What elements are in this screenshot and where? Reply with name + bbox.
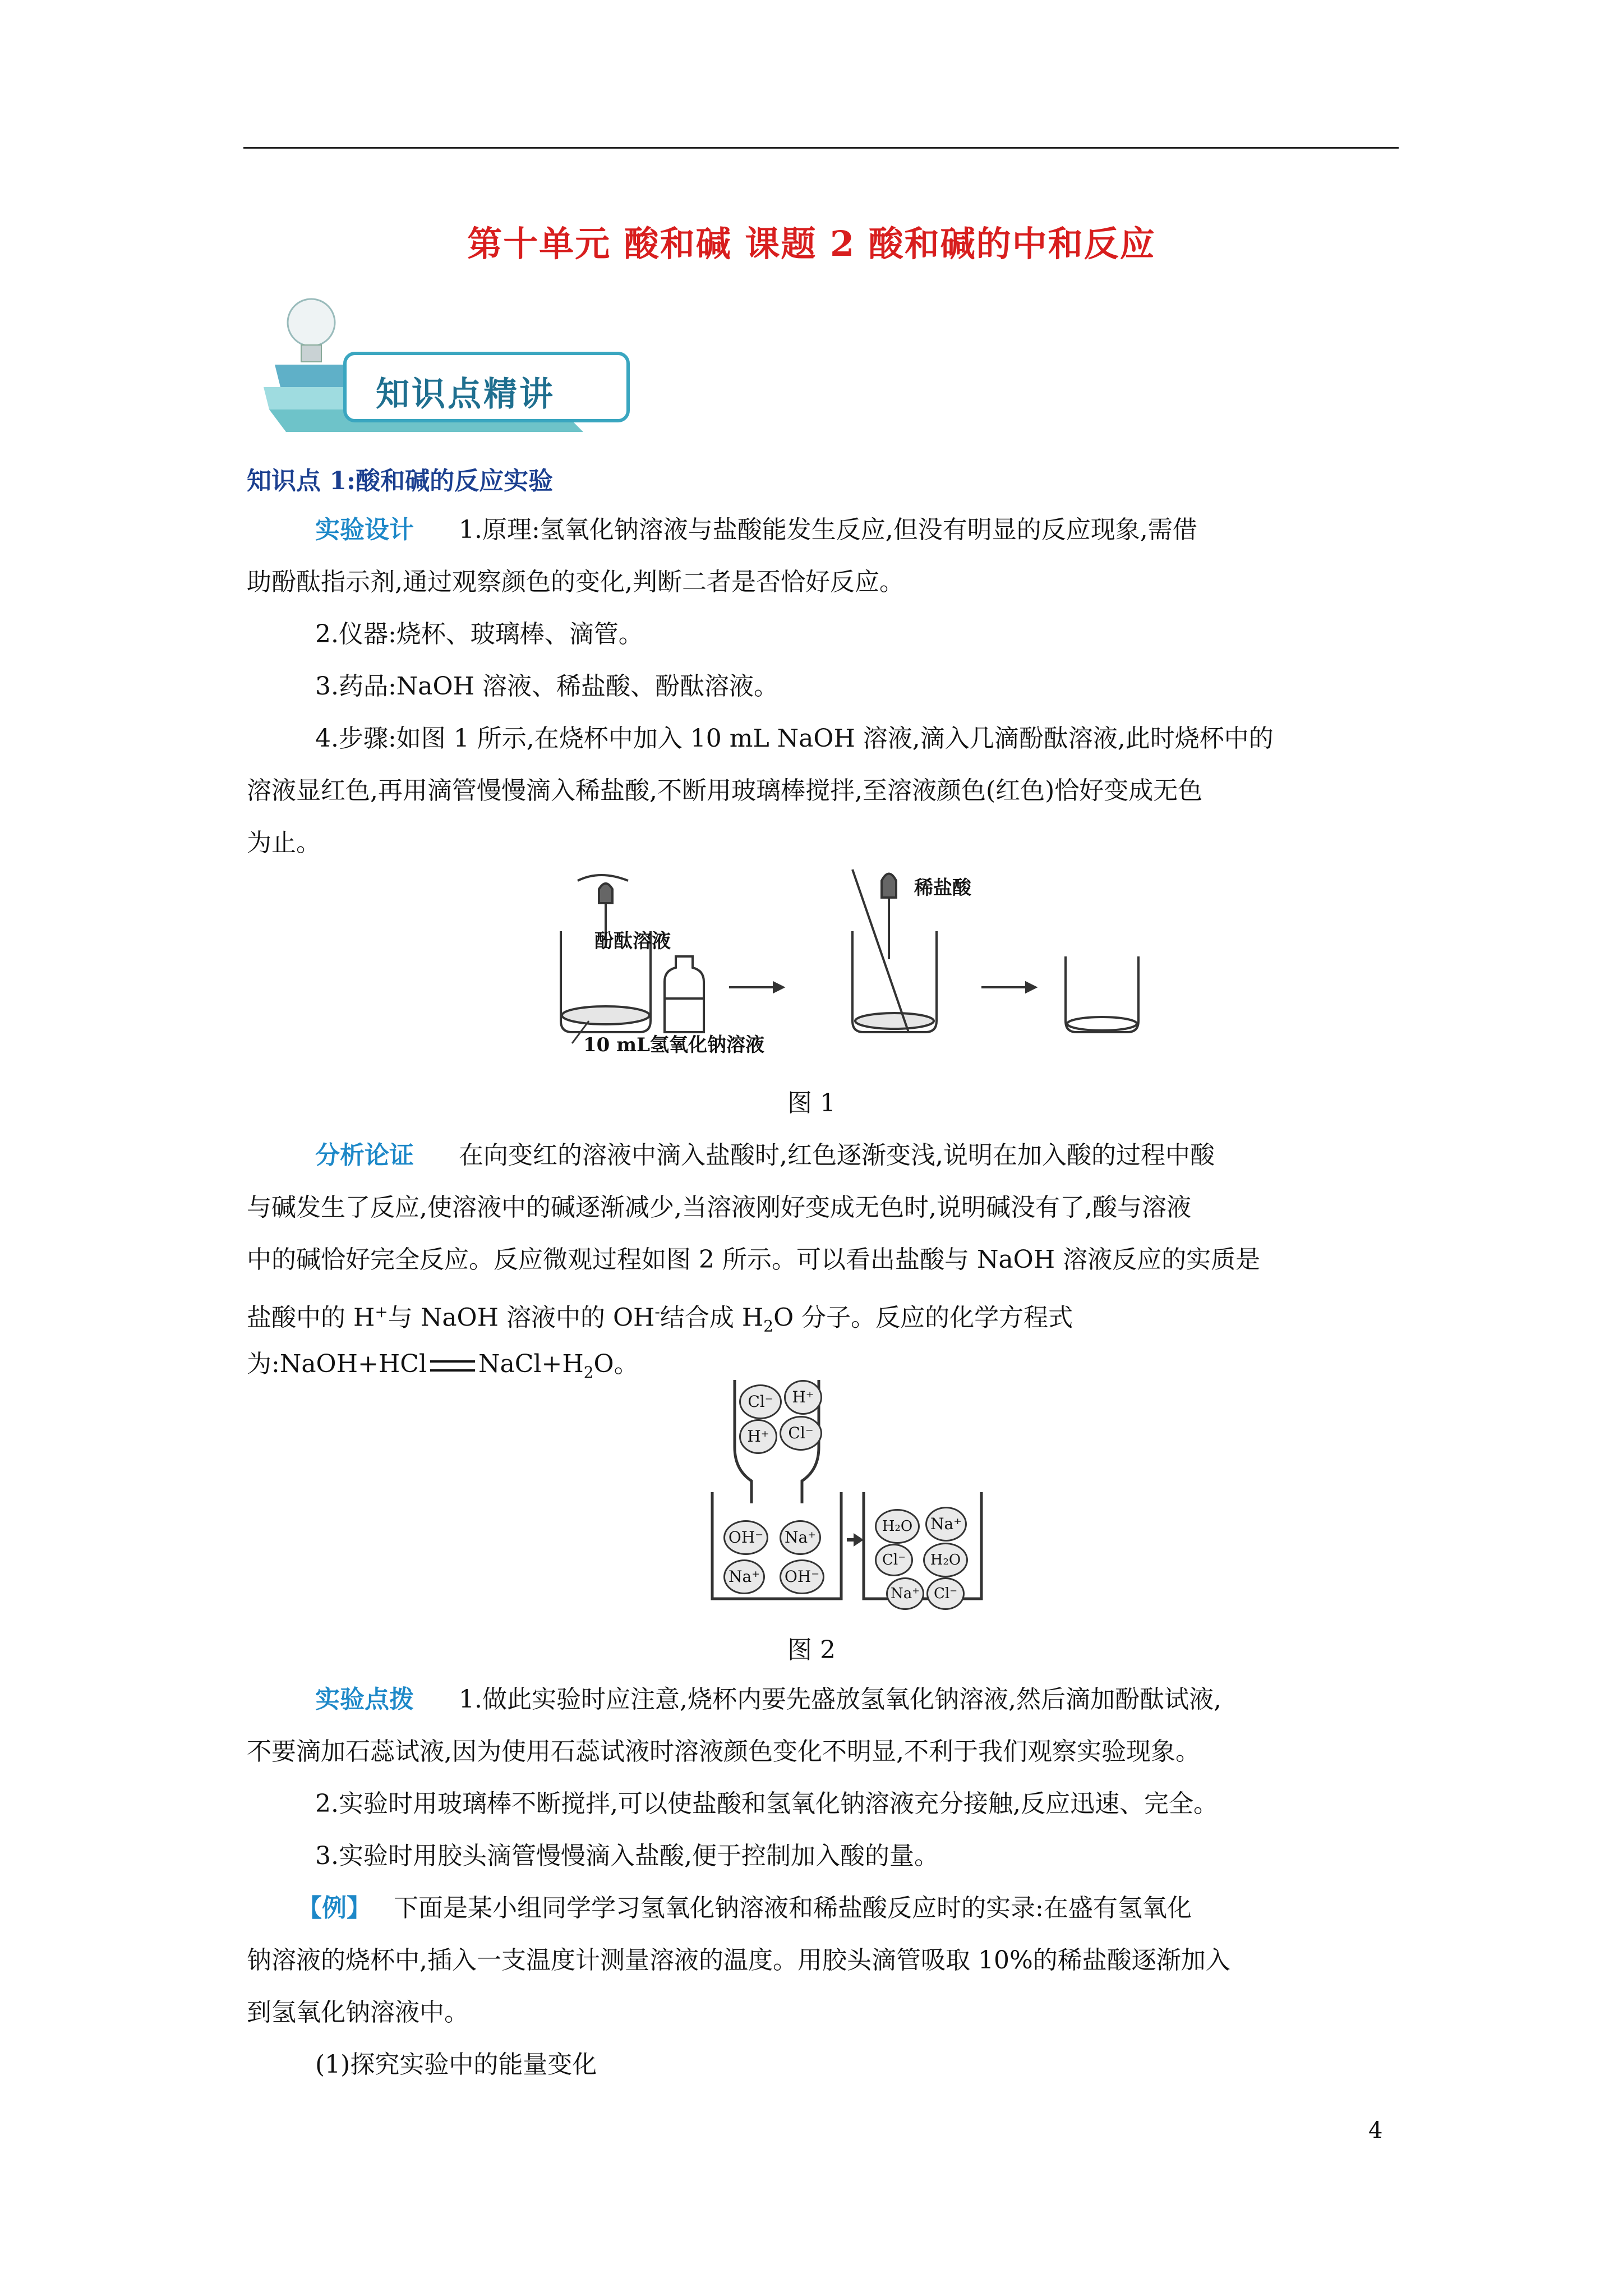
figure-1-caption: 图 1: [787, 1089, 836, 1117]
tips-item-2: 2.实验时用玻璃棒不断搅拌,可以使盐酸和氢氧化钠溶液充分接触,反应迅速、完全。: [315, 1789, 1218, 1818]
analysis-text-4b: 与 NaOH 溶液中的 OH: [388, 1303, 655, 1332]
ion-cl: Cl⁻: [926, 1577, 965, 1610]
analysis-line-4: [247, 1295, 1391, 1343]
figure-1: [538, 864, 1155, 1055]
item-2: 2.仪器:烧杯、玻璃棒、滴管。: [315, 620, 643, 648]
design-label: 实验设计: [315, 516, 414, 544]
label-naoh-volume: 10 mL氢氧化钠溶液: [583, 1034, 765, 1056]
design-line-1: [315, 513, 1391, 547]
ion-cl: Cl⁻: [780, 1416, 822, 1451]
ion-na: Na⁺: [886, 1577, 924, 1610]
example-label: 【例】: [297, 1894, 371, 1922]
analysis-line-3: 中的碱恰好完全反应。反应微观过程如图 2 所示。可以看出盐酸与 NaOH 溶液反应的实质是: [247, 1245, 1261, 1274]
ion-h: H⁺: [784, 1380, 822, 1415]
analysis-text-4c: 结合成 H: [660, 1303, 764, 1332]
equation-right: NaCl+H: [478, 1350, 584, 1378]
h-plus-sup: +: [375, 1303, 388, 1321]
analysis-text-4a: 盐酸中的 H: [247, 1303, 375, 1332]
equals-sign: [430, 1360, 475, 1372]
ion-cl: Cl⁻: [739, 1384, 782, 1419]
apparatus-diagram: [538, 864, 1155, 1055]
ion-na: Na⁺: [780, 1520, 821, 1555]
tips-line-1: [315, 1683, 1391, 1717]
ion-oh: OH⁻: [723, 1520, 768, 1555]
tips-label: 实验点拨: [315, 1685, 414, 1714]
h2o-sub: 2: [763, 1317, 774, 1336]
page-number: 4: [1368, 2118, 1383, 2143]
design-text-1: 1.原理:氢氧化钠溶液与盐酸能发生反应,但没有明显的反应现象,需借: [459, 516, 1197, 544]
analysis-text-1: 在向变红的溶液中滴入盐酸时,红色逐渐变浅,说明在加入酸的过程中酸: [459, 1141, 1215, 1170]
equation-left: 为:NaOH+HCl: [247, 1350, 427, 1378]
tips-line-2: 不要滴加石蕊试液,因为使用石蕊试液时溶液颜色变化不明显,不利于我们观察实验现象。: [247, 1737, 1200, 1766]
example-text-1: 下面是某小组同学学习氢氧化钠溶液和稀盐酸反应时的实录:在盛有氢氧化: [394, 1894, 1192, 1922]
banner-text: 知识点精讲: [376, 375, 555, 414]
design-line-2: 助酚酞指示剂,通过观察颜色的变化,判断二者是否恰好反应。: [247, 568, 904, 596]
ion-cl: Cl⁻: [875, 1544, 913, 1576]
molecule-h2o: H₂O: [923, 1543, 968, 1577]
ion-na: Na⁺: [925, 1507, 967, 1542]
label-phenolphthalein: 酚酞溶液: [594, 930, 671, 953]
analysis-line-1: [315, 1139, 1391, 1172]
analysis-line-2: 与碱发生了反应,使溶液中的碱逐渐减少,当溶液刚好变成无色时,说明碱没有了,酸与溶液: [247, 1193, 1191, 1222]
page-title: 第十单元 酸和碱 课题 2 酸和碱的中和反应: [467, 223, 1156, 264]
figure-2-caption: 图 2: [787, 1636, 836, 1664]
ion-h: H⁺: [739, 1419, 777, 1454]
label-dilute-hcl: 稀盐酸: [914, 877, 971, 899]
ion-oh: OH⁻: [780, 1559, 824, 1594]
equation-sub: 2: [583, 1363, 594, 1382]
oh-minus-sup: -: [654, 1303, 660, 1321]
ion-na: Na⁺: [723, 1559, 765, 1594]
section-heading: 知识点 1:酸和碱的反应实验: [247, 467, 554, 495]
example-question-1: (1)探究实验中的能量变化: [315, 2050, 597, 2079]
example-line-1: [297, 1892, 1441, 1925]
item-4-line-2: 溶液显红色,再用滴管慢慢滴入稀盐酸,不断用玻璃棒搅拌,至溶液颜色(红色)恰好变成无色: [247, 776, 1203, 805]
analysis-text-4d: O 分子。反应的化学方程式: [773, 1303, 1073, 1332]
knowledge-banner: [247, 292, 634, 443]
item-4-line-3: 为止。: [247, 829, 321, 857]
item-3: 3.药品:NaOH 溶液、稀盐酸、酚酞溶液。: [315, 672, 778, 701]
equation-end: O。: [593, 1350, 639, 1378]
tips-text-1: 1.做此实验时应注意,烧杯内要先盛放氢氧化钠溶液,然后滴加酚酞试液,: [459, 1685, 1221, 1714]
tips-item-3: 3.实验时用胶头滴管慢慢滴入盐酸,便于控制加入酸的量。: [315, 1842, 939, 1870]
example-line-2: 钠溶液的烧杯中,插入一支温度计测量溶液的温度。用胶头滴管吸取 10%的稀盐酸逐渐加入: [247, 1946, 1230, 1975]
item-4-line-1: 4.步骤:如图 1 所示,在烧杯中加入 10 mL NaOH 溶液,滴入几滴酚酞溶液,此时烧杯中的: [315, 724, 1274, 753]
molecule-h2o: H₂O: [875, 1509, 920, 1544]
analysis-label: 分析论证: [315, 1141, 414, 1170]
example-line-3: 到氢氧化钠溶液中。: [247, 1998, 469, 2027]
header-rule: [243, 147, 1399, 149]
